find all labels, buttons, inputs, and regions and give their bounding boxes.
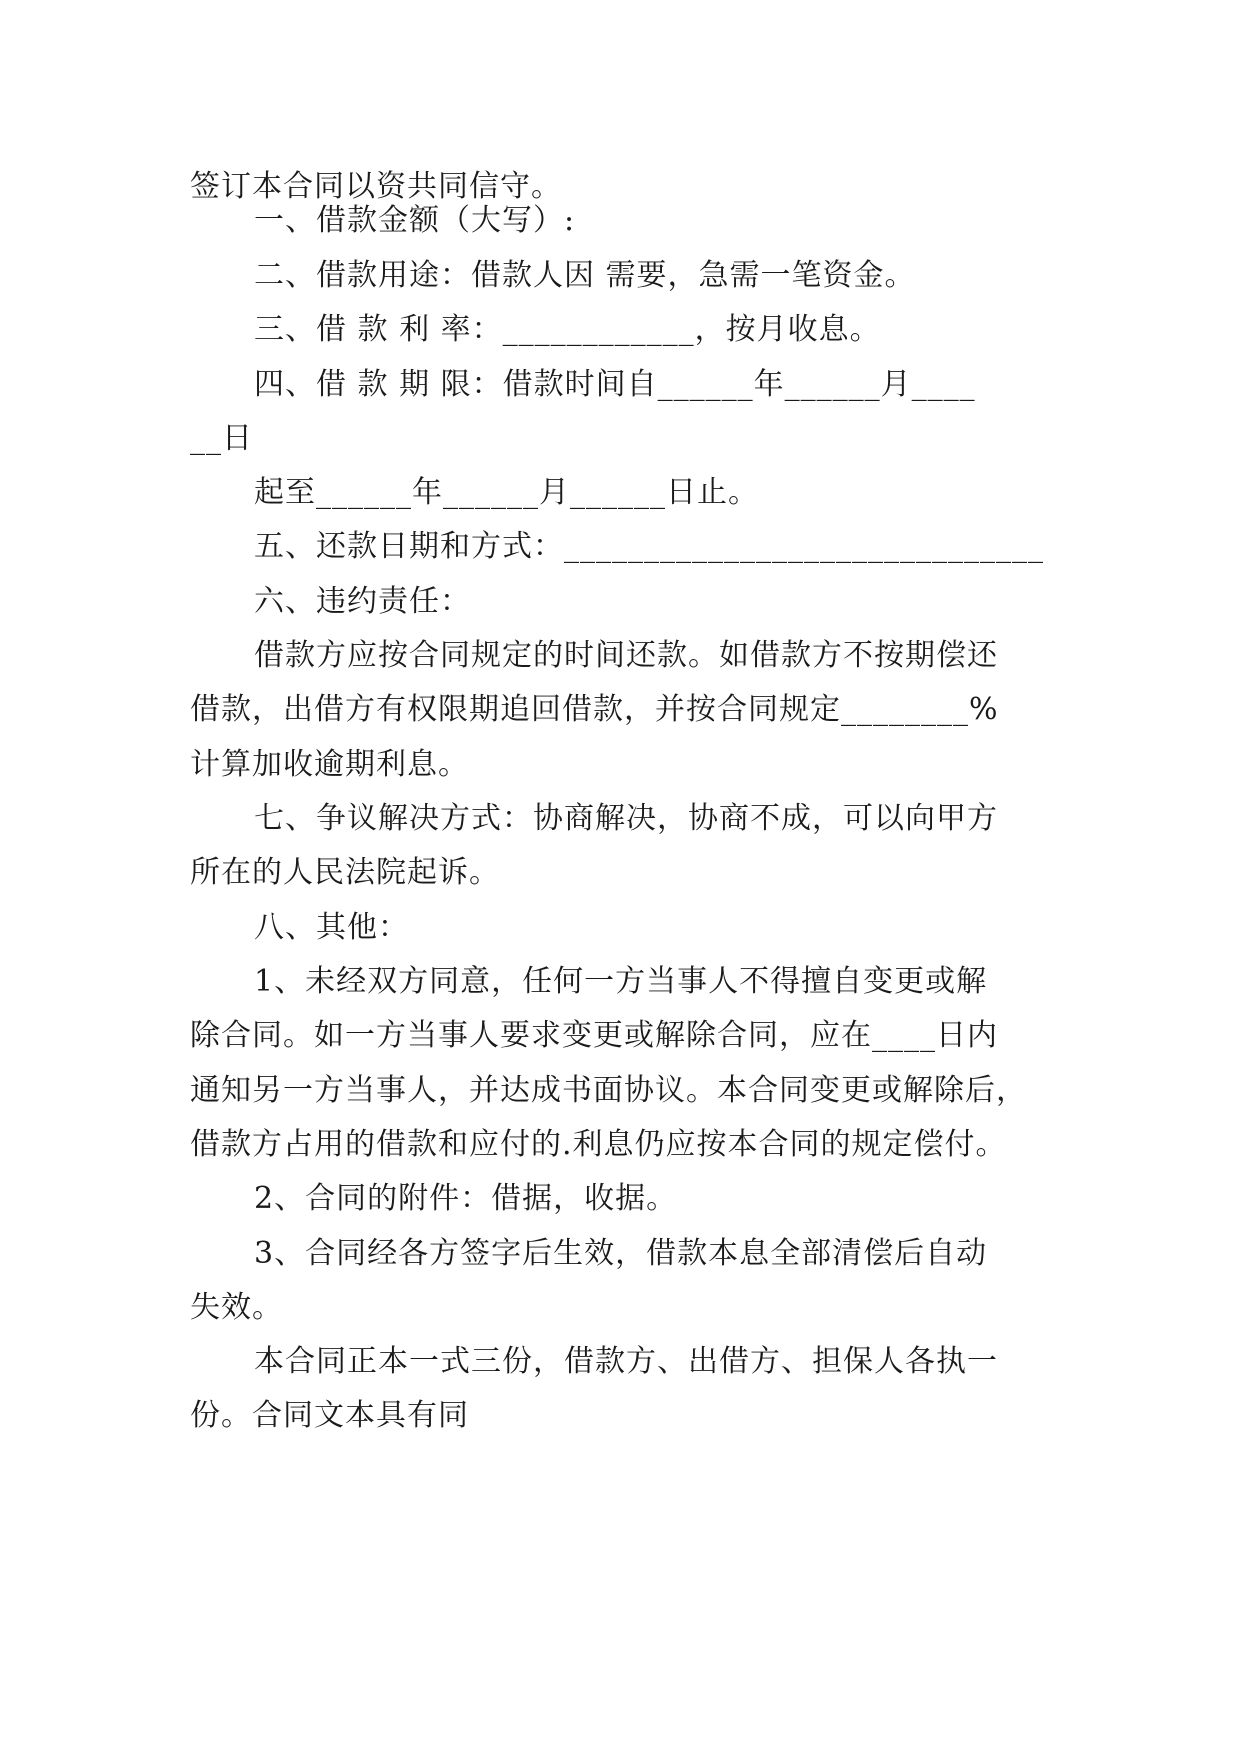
text-line: 除合同。如一方当事人要求变更或解除合同，应在____日内 <box>190 1018 998 1053</box>
text-line: 六、违约责任： <box>254 584 471 619</box>
text-line: 所在的人民法院起诉。 <box>190 855 500 890</box>
text-line: 二、借款用途：借款人因 需要，急需一笔资金。 <box>254 258 916 293</box>
text-line: 一、借款金额（大写）: <box>254 203 576 238</box>
text-line: 四、借 款 期 限：借款时间自______年______月____ <box>254 367 976 402</box>
text-line: 八、其他： <box>254 910 409 945</box>
text-line: 3、合同经各方签字后生效，借款本息全部清偿后自动 <box>254 1236 988 1271</box>
text-line: 失效。 <box>190 1290 283 1325</box>
text-line: 通知另一方当事人，并达成书面协议。本合同变更或解除后， <box>190 1073 1027 1108</box>
text-line: 份。合同文本具有同 <box>190 1398 469 1433</box>
text-line: 1、未经双方同意，任何一方当事人不得擅自变更或解 <box>254 964 988 999</box>
text-line: 计算加收逾期利息。 <box>190 747 469 782</box>
text-line: 借款方应按合同规定的时间还款。如借款方不按期偿还 <box>254 638 998 673</box>
text-line: 五、还款日期和方式：______________________________ <box>254 529 1044 564</box>
text-line: 七、争议解决方式：协商解决，协商不成，可以向甲方 <box>254 801 998 836</box>
text-line: 本合同正本一式三份，借款方、出借方、担保人各执一 <box>254 1344 998 1379</box>
text-line: 借款，出借方有权限期追回借款，并按合同规定________% <box>190 692 999 727</box>
text-line: 签订本合同以资共同信守。 <box>190 169 562 204</box>
text-line: 起至______年______月______日止。 <box>254 475 759 510</box>
text-line: 借款方占用的借款和应付的.利息仍应按本合同的规定偿付。 <box>190 1127 1007 1162</box>
text-line: 2、合同的附件：借据，收据。 <box>254 1181 678 1216</box>
text-line: 三、借 款 利 率：____________，按月收息。 <box>254 312 881 347</box>
text-line: __日 <box>190 421 253 456</box>
